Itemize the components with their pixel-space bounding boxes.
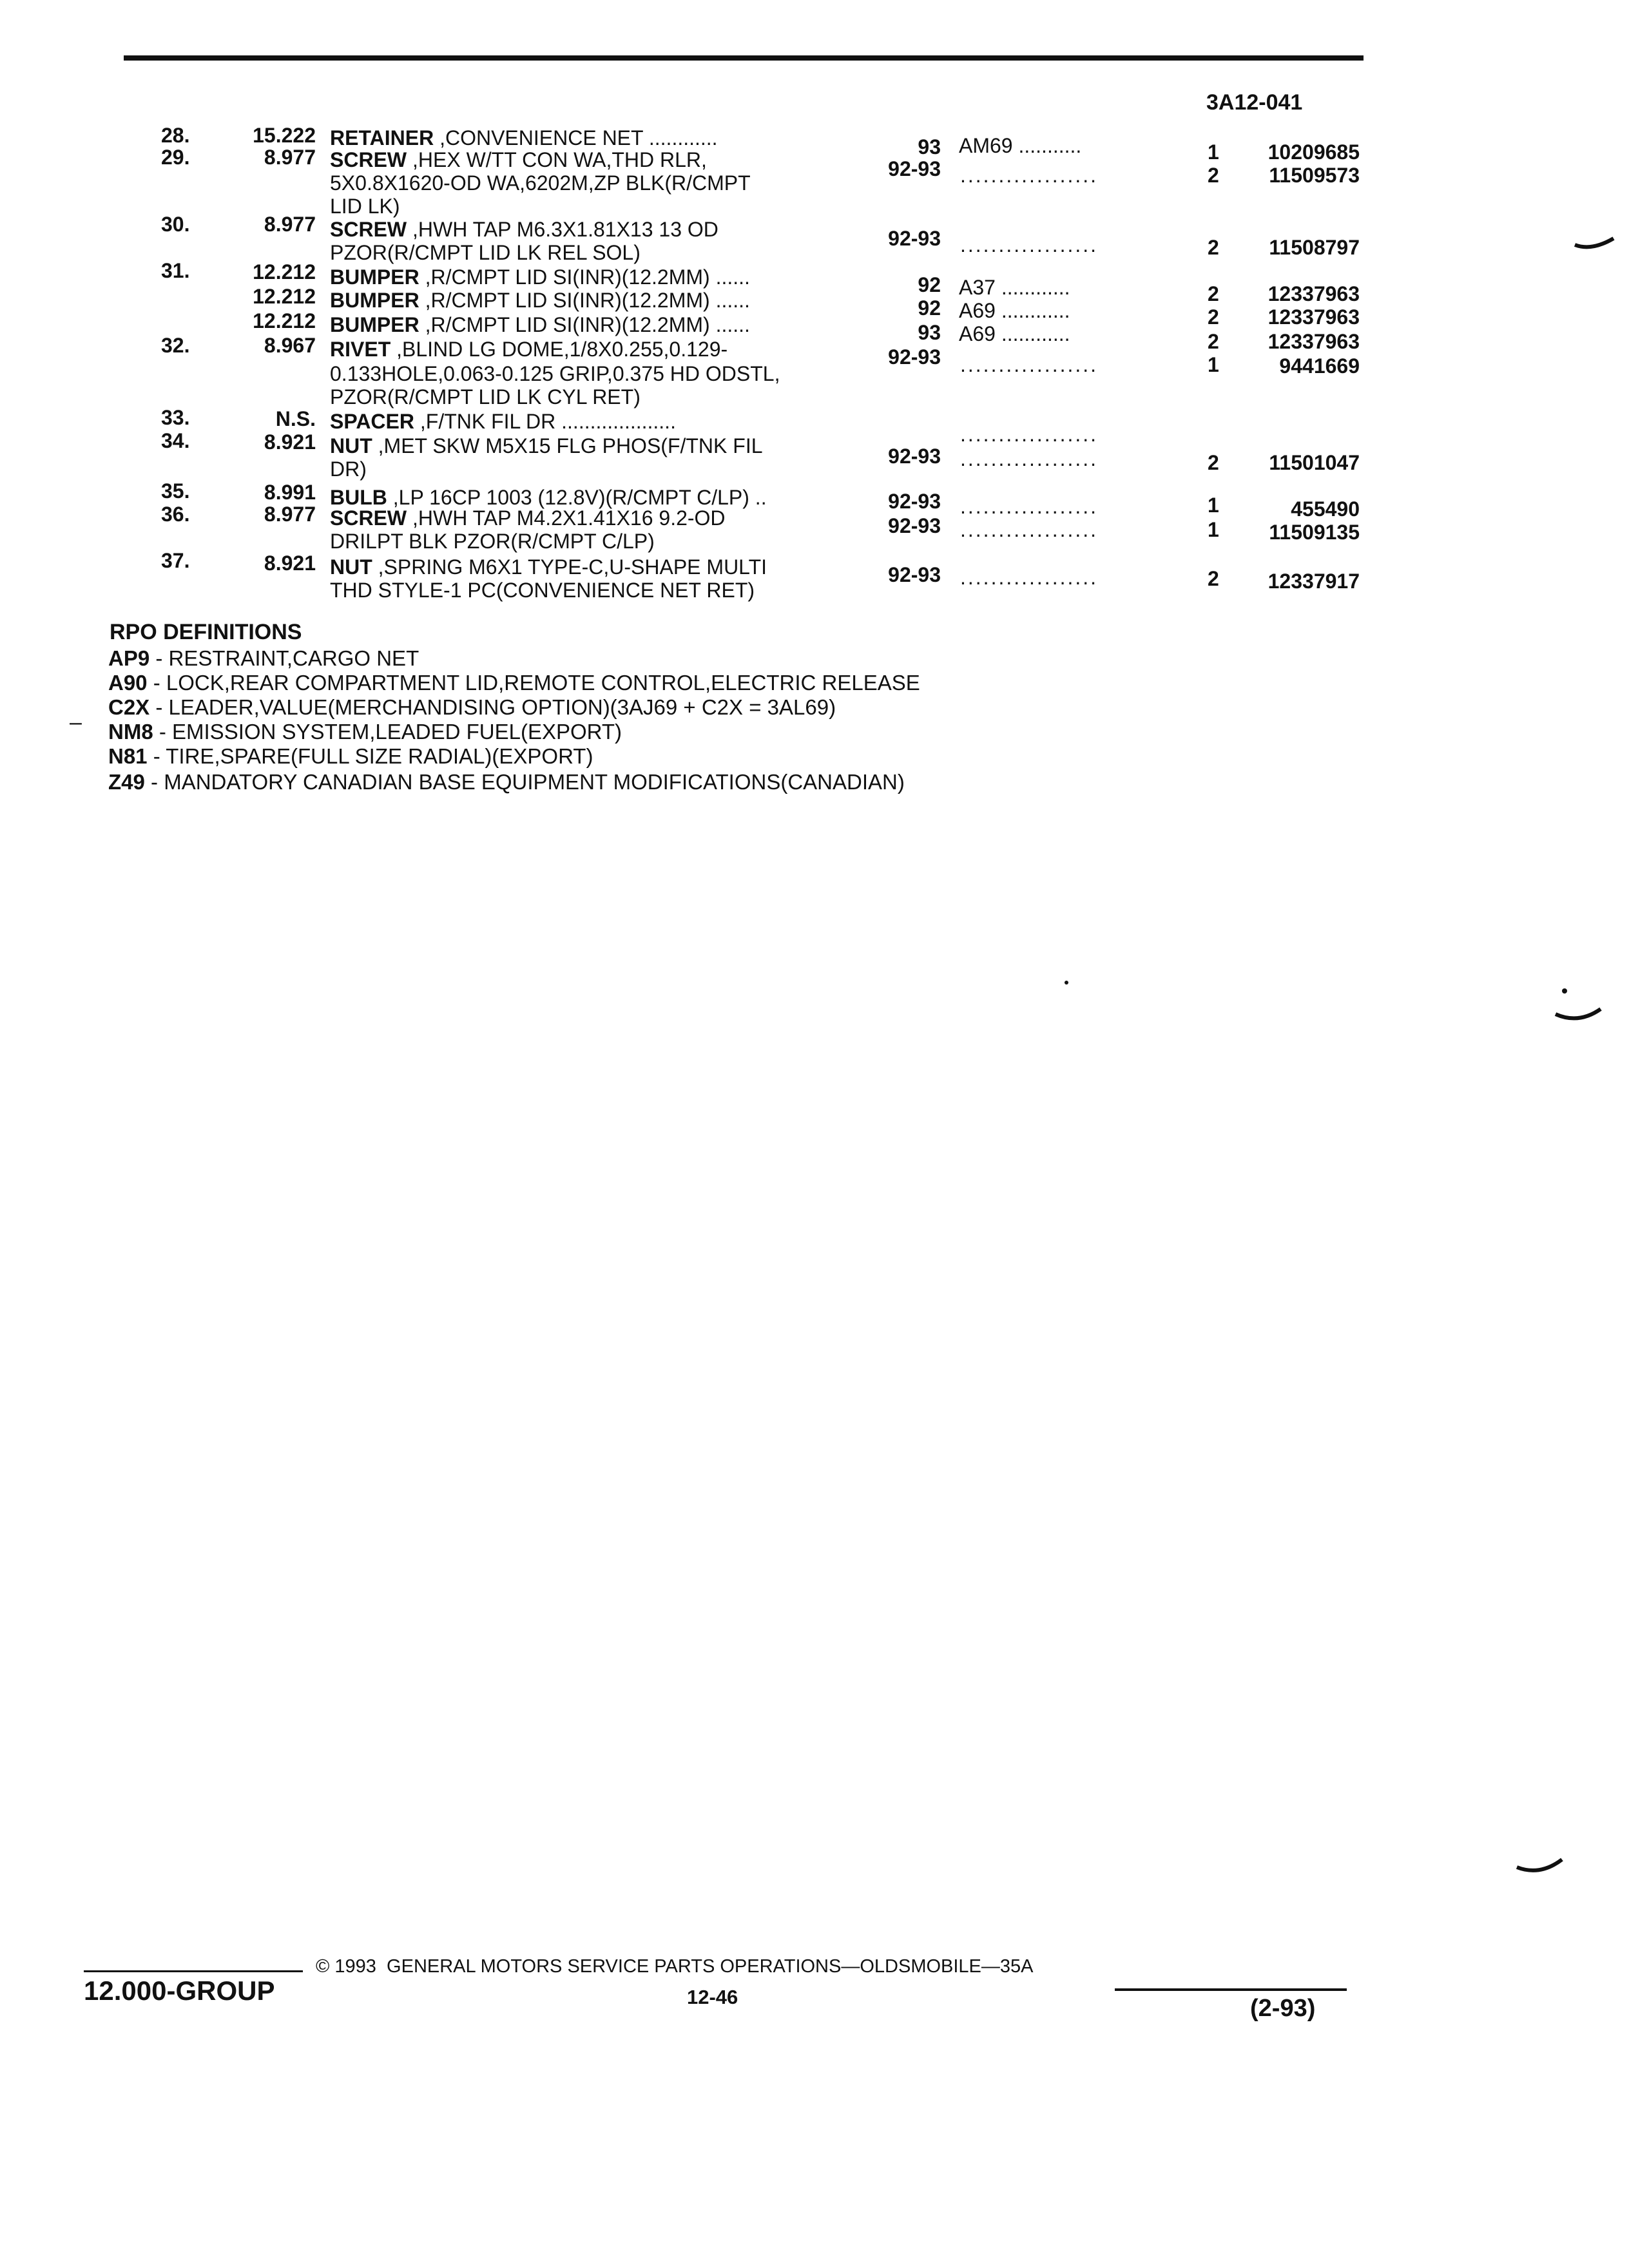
quantity: 2 [1208,305,1219,329]
group-number: 8.921 [264,430,316,454]
rpo-title: RPO DEFINITIONS [110,620,302,644]
footer-date: (2-93) [1250,1995,1316,2022]
quantity: 1 [1208,494,1219,517]
leader-dots: .................. [960,353,1099,376]
margin-dash: – [70,710,82,735]
leader-dots: .................. [960,495,1099,518]
model-years: 92-93 [888,227,941,250]
model-years: 92-93 [888,157,941,180]
rpo-text: - LOCK,REAR COMPARTMENT LID,REMOTE CONTROL,ELECTRIC RELEASE [147,671,920,695]
part-number: 455490 [1291,497,1360,521]
part-name: BUMPER [330,313,419,336]
part-number: 12337963 [1268,305,1360,329]
rpo-item [108,671,920,695]
group-number: 8.977 [264,213,316,236]
part-name: BULB [330,486,387,509]
part-desc: ,HWH TAP M6.3X1.81X13 13 OD [407,218,718,241]
group-number: 8.991 [264,481,316,504]
rpo-code: NM8 [108,720,153,744]
body-leader: ............ [995,276,1070,299]
item-number: 36. [161,503,190,526]
part-name: SCREW [330,218,407,241]
item-number: 33. [161,406,190,429]
desc-leader: .................... [555,410,676,433]
part-name: NUT [330,555,372,579]
footer-group: 12.000-GROUP [84,1975,275,2006]
part-name: SCREW [330,148,407,171]
part-name: RIVET [330,338,391,361]
part-desc: ,SPRING M6X1 TYPE-C,U-SHAPE MULTI [372,555,767,579]
part-description-cont: DR) [330,457,367,481]
rpo-code: N81 [108,744,148,768]
model-years: 92 [918,273,941,296]
rpo-code: C2X [108,695,150,719]
rpo-text: - EMISSION SYSTEM,LEADED FUEL(EXPORT) [153,720,622,744]
body-code: A69 [959,322,996,345]
part-description-cont: PZOR(R/CMPT LID LK CYL RET) [330,385,641,408]
part-description [330,410,676,433]
part-description [330,313,750,336]
group-number: N.S. [275,407,316,430]
rpo-text: - MANDATORY CANADIAN BASE EQUIPMENT MODIFICATIONS(CANADIAN) [144,770,905,794]
part-number: 9441669 [1279,354,1360,378]
desc-leader: ...... [709,265,750,289]
quantity: 1 [1208,518,1219,541]
footer-rule-right [1115,1988,1347,1991]
rpo-code: AP9 [108,646,150,670]
part-name: RETAINER [330,126,434,149]
quantity: 1 [1208,140,1219,164]
body-leader: ............ [995,299,1070,322]
leader-dots: .................. [960,164,1099,187]
model-years: 92-93 [888,490,941,513]
desc-leader: ...... [709,289,750,312]
rpo-item [108,771,905,794]
model-years: 92-93 [888,514,941,537]
scan-mark [1553,986,1605,1031]
body-leader: ........... [1012,134,1082,157]
part-name: SCREW [330,506,407,530]
group-number: 15.222 [253,124,316,147]
part-description [330,289,750,312]
quantity: 2 [1208,567,1219,590]
rpo-item [108,647,419,670]
desc-leader: ............ [642,126,718,149]
part-number: 11509573 [1269,164,1360,187]
scan-mark [1572,232,1617,258]
footer-page-number: 12-46 [687,1986,738,2008]
quantity: 2 [1208,451,1219,474]
part-desc: ,HWH TAP M4.2X1.41X16 9.2-OD [407,506,726,530]
item-number: 28. [161,124,190,147]
quantity: 2 [1208,164,1219,187]
part-number: 11501047 [1269,451,1360,474]
part-desc: ,R/CMPT LID SI(INR)(12.2MM) [419,289,710,312]
part-name: BUMPER [330,265,419,289]
body-code: A69 [959,299,996,322]
rpo-text: - TIRE,SPARE(FULL SIZE RADIAL)(EXPORT) [147,744,593,768]
part-number: 12337963 [1268,282,1360,305]
model-years: 92-93 [888,345,941,369]
part-description-cont: THD STYLE-1 PC(CONVENIENCE NET RET) [330,579,755,602]
part-description [330,338,728,361]
part-desc: ,CONVENIENCE NET [434,126,643,149]
part-number: 10209685 [1268,140,1360,164]
part-desc: ,R/CMPT LID SI(INR)(12.2MM) [419,265,710,289]
part-description [330,218,718,241]
rpo-code: Z49 [108,770,145,794]
item-number: 34. [161,429,190,452]
group-number: 12.212 [253,285,316,308]
part-number: 12337917 [1268,570,1360,593]
part-description-cont: PZOR(R/CMPT LID LK REL SOL) [330,241,641,264]
leader-dots: .................. [960,447,1099,470]
item-number: 30. [161,213,190,236]
body-leader: ............ [995,322,1070,345]
part-description [330,126,718,149]
leader-dots: .................. [960,518,1099,541]
part-desc: ,R/CMPT LID SI(INR)(12.2MM) [419,313,710,336]
part-name: NUT [330,434,372,457]
item-number: 35. [161,479,190,503]
group-number: 12.212 [253,309,316,332]
body-style [959,322,1070,345]
page-code: 3A12-041 [1206,90,1303,115]
model-years: 92 [918,296,941,320]
scan-speck [1063,979,1070,986]
quantity: 2 [1208,236,1219,259]
part-number: 12337963 [1268,330,1360,353]
part-description [330,555,767,579]
part-description [330,434,763,457]
rpo-code: A90 [108,671,148,695]
part-description-cont: LID LK) [330,195,400,218]
body-style [959,299,1070,322]
part-description [330,486,767,509]
part-description-cont: 5X0.8X1620-OD WA,6202M,ZP BLK(R/CMPT [330,171,751,195]
model-years: 92-93 [888,445,941,468]
group-number: 8.921 [264,552,316,575]
group-number: 8.977 [264,146,316,169]
part-name: SPACER [330,410,414,433]
model-years: 93 [918,321,941,344]
part-desc: ,F/TNK FIL DR [414,410,556,433]
group-number: 12.212 [253,260,316,284]
body-style [959,276,1070,299]
part-description-cont: 0.133HOLE,0.063-0.125 GRIP,0.375 HD ODSTL, [330,362,780,385]
item-number: 32. [161,334,190,357]
body-code: AM69 [959,134,1013,157]
rpo-text: - RESTRAINT,CARGO NET [149,646,419,670]
desc-leader: .. [749,486,767,509]
leader-dots: .................. [960,423,1099,446]
part-description [330,148,707,171]
quantity: 2 [1208,282,1219,305]
part-desc: ,LP 16CP 1003 (12.8V)(R/CMPT C/LP) [387,486,749,509]
item-number: 29. [161,146,190,169]
rpo-item [108,696,836,719]
part-desc: ,HEX W/TT CON WA,THD RLR, [407,148,707,171]
leader-dots: .................. [960,566,1099,589]
scan-mark [1514,1856,1566,1881]
model-years: 92-93 [888,563,941,586]
part-desc: ,BLIND LG DOME,1/8X0.255,0.129- [390,338,728,361]
group-number: 8.967 [264,334,316,357]
body-style [959,134,1081,157]
part-number: 11508797 [1269,236,1360,259]
item-number: 31. [161,259,190,282]
part-desc: ,MET SKW M5X15 FLG PHOS(F/TNK FIL [372,434,763,457]
body-code: A37 [959,276,996,299]
part-description [330,506,726,530]
group-number: 8.977 [264,503,316,526]
footer-copyright: © 1993 GENERAL MOTORS SERVICE PARTS OPERATIONS—OLDSMOBILE—35A [316,1956,1034,1977]
leader-dots: .................. [960,233,1099,256]
part-number: 11509135 [1269,521,1360,544]
quantity: 2 [1208,330,1219,353]
top-rule [124,55,1364,61]
item-number: 37. [161,549,190,572]
footer-rule-left [84,1970,303,1972]
model-years: 93 [918,135,941,159]
part-name: BUMPER [330,289,419,312]
part-description [330,265,750,289]
quantity: 1 [1208,353,1219,376]
rpo-text: - LEADER,VALUE(MERCHANDISING OPTION)(3AJ69 + C2X = 3AL69) [149,695,836,719]
desc-leader: ...... [709,313,750,336]
part-description-cont: DRILPT BLK PZOR(R/CMPT C/LP) [330,530,655,553]
rpo-item [108,720,622,744]
rpo-item [108,745,593,768]
